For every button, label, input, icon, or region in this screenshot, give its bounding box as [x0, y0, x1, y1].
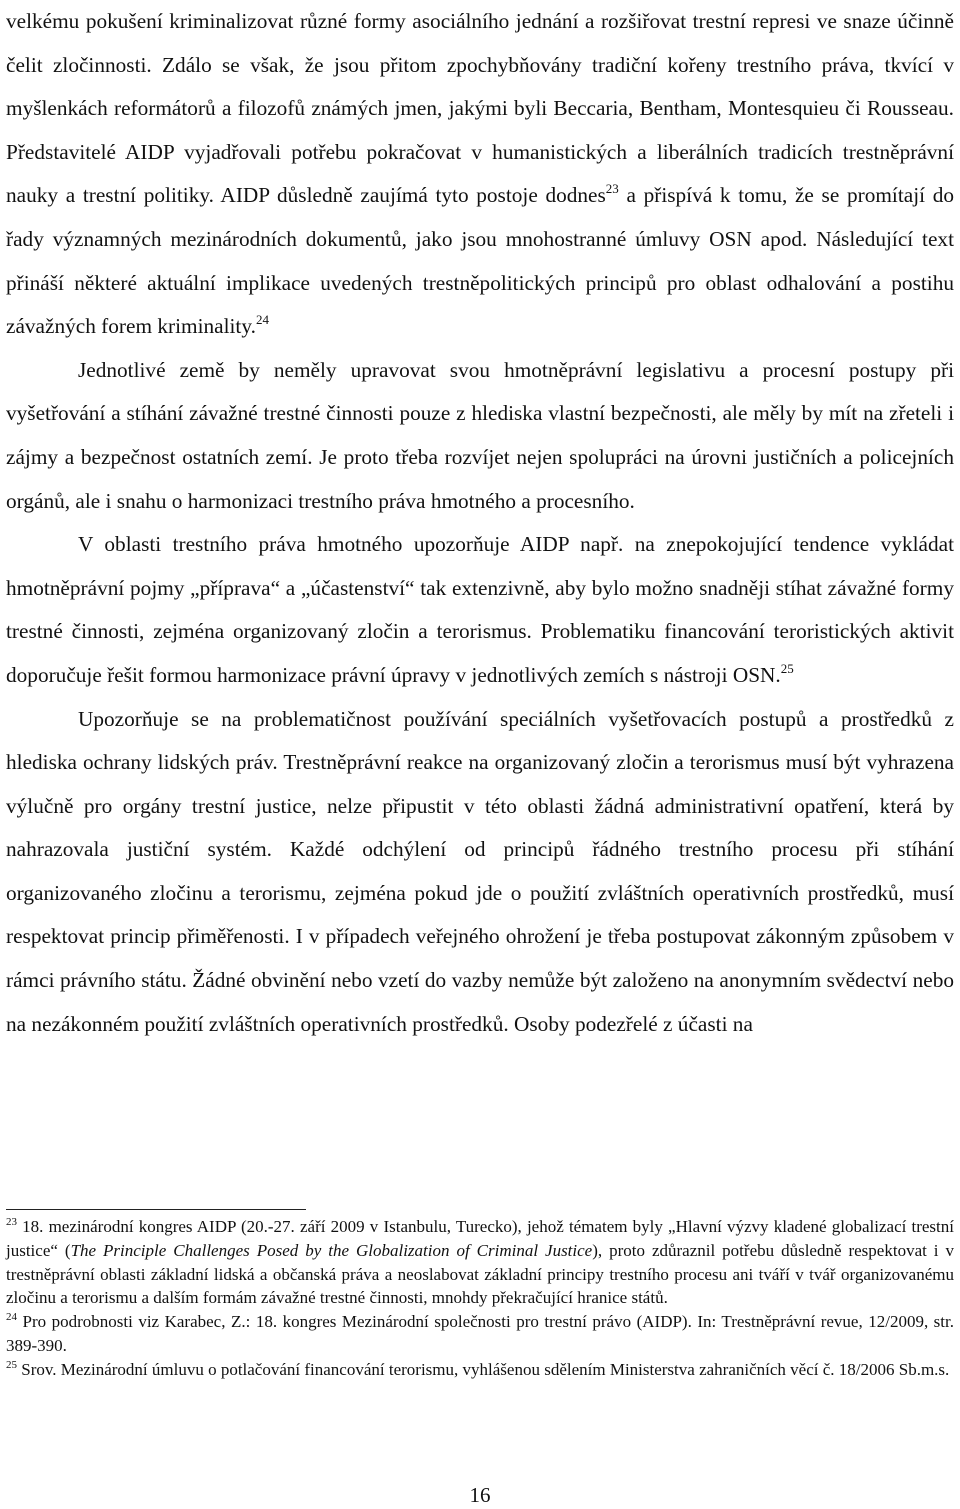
footnote-title-italic: The Principle Challenges Posed by the Globalization of Criminal Justice	[70, 1240, 593, 1260]
footnote-number: 24	[6, 1311, 17, 1324]
paragraph-1	[6, 0, 954, 349]
footnote-text-cont: ), proto zdůraznil potřebu důsledně respektovat i v trestněprávní oblasti základní lidská a občanská práva a neoslabovat základní principy trestního procesu ani tváří v tvář organizovanému zločinu a terorismu a dalším formám závažné trestné činnosti, mnohdy překračující hranice států.	[6, 1240, 954, 1308]
paragraph-4-text: Upozorňuje se na problematičnost používání speciálních vyšetřovacích postupů a prostředků z hlediska ochrany lidských práv. Trestněprávní reakce na organizovaný zločin a terorismus musí být vyhrazena výlučně pro orgány trestní justice, nelze připustit v této oblasti žádná administrativní opatření, která by nahrazovala justiční systém. Každé odchýlení od principů řádného trestního procesu při stíhání organizovaného zločinu a terorismu, zejména pokud jde o použití zvláštních operativních prostředků, musí respektovat princip přiměřenosti. I v případech veřejného ohrožení je třeba postupovat zákonným způsobem v rámci právního státu. Žádné obvinění nebo vzetí do vazby nemůže být založeno na anonymním svědectví nebo na nezákonném použití zvláštních operativních prostředků. Osoby podezřelé z účasti na	[6, 706, 954, 1036]
footnote-number: 25	[6, 1358, 17, 1371]
footnote-24	[6, 1310, 954, 1358]
footnotes	[6, 1215, 954, 1382]
footnote-ref-24[interactable]: 24	[255, 312, 269, 328]
footnote-text: Srov. Mezinárodní úmluvu o potlačování financování terorismu, vyhlášenou sdělením Ministerstva zahraničních věcí č. 18/2006 Sb.m.s.	[17, 1359, 950, 1379]
body-text	[6, 0, 954, 1046]
footnote-ref-25[interactable]: 25	[780, 660, 794, 676]
footnote-text: 18. mezinárodní kongres AIDP (20.-27. září 2009 v Istanbulu, Turecko), jehož tématem byly „Hlavní výzvy kladené globalizací trestní justice“ (	[6, 1217, 954, 1260]
paragraph-2	[6, 349, 954, 523]
page-number: 16	[469, 1483, 491, 1507]
paragraph-4	[6, 698, 954, 1047]
footnote-separator	[6, 1209, 306, 1210]
paragraph-1-text-cont: a přispívá k tomu, že se promítají do řady významných mezinárodních dokumentů, jako jsou mnohostranné úmluvy OSN apod. Následující text přináší některé aktuální implikace uvedených trestněpolitických principů pro oblast odhalování a postihu závažných forem kriminality.	[6, 183, 954, 339]
paragraph-1-text: velkému pokušení kriminalizovat různé formy asociálního jednání a rozšiřovat trestní represi ve snaze účinně čelit zločinnosti. Zdálo se však, že jsou přitom zpochybňovány tradiční kořeny trestního práva, tkvící v myšlenkách reformátorů a filozofů známých jmen, jakými byli Beccaria, Bentham, Montesquieu či Rousseau. Představitelé AIDP vyjadřovali potřebu pokračovat v humanistických a liberálních tradicích trestněprávní nauky a trestní politiky. AIDP důsledně zaujímá tyto postoje dodnes	[6, 9, 954, 208]
footnote-25	[6, 1358, 954, 1382]
paragraph-3	[6, 523, 954, 697]
paragraph-2-text: Jednotlivé země by neměly upravovat svou hmotněprávní legislativu a procesní postupy při vyšetřování a stíhání závažné trestné činnosti pouze z hlediska vlastní bezpečnosti, ale měly by mít na zřeteli i zájmy a bezpečnost ostatních zemí. Je proto třeba rozvíjet nejen spolupráci na úrovni justičních a policejních orgánů, ale i snahu o harmonizaci trestního práva hmotného a procesního.	[6, 357, 954, 513]
footnote-text: Pro podrobnosti viz Karabec, Z.: 18. kongres Mezinárodní společnosti pro trestní právo (AIDP). In: Trestněprávní revue, 12/2009, str. 389-390.	[6, 1312, 954, 1355]
footnote-ref-23[interactable]: 23	[605, 181, 619, 197]
footnote-number: 23	[6, 1216, 17, 1228]
footnote-23	[6, 1215, 954, 1310]
paragraph-3-text: V oblasti trestního práva hmotného upozorňuje AIDP např. na znepokojující tendence vykládat hmotněprávní pojmy „příprava“ a „účastenství“ tak extenzivně, aby bylo možno snadněji stíhat závažné formy trestné činnosti, zejména organizovaný zločin a terorismus. Problematiku financování teroristických aktivit doporučuje řešit formou harmonizace právní úpravy v jednotlivých zemích s nástroji OSN.	[6, 532, 954, 687]
